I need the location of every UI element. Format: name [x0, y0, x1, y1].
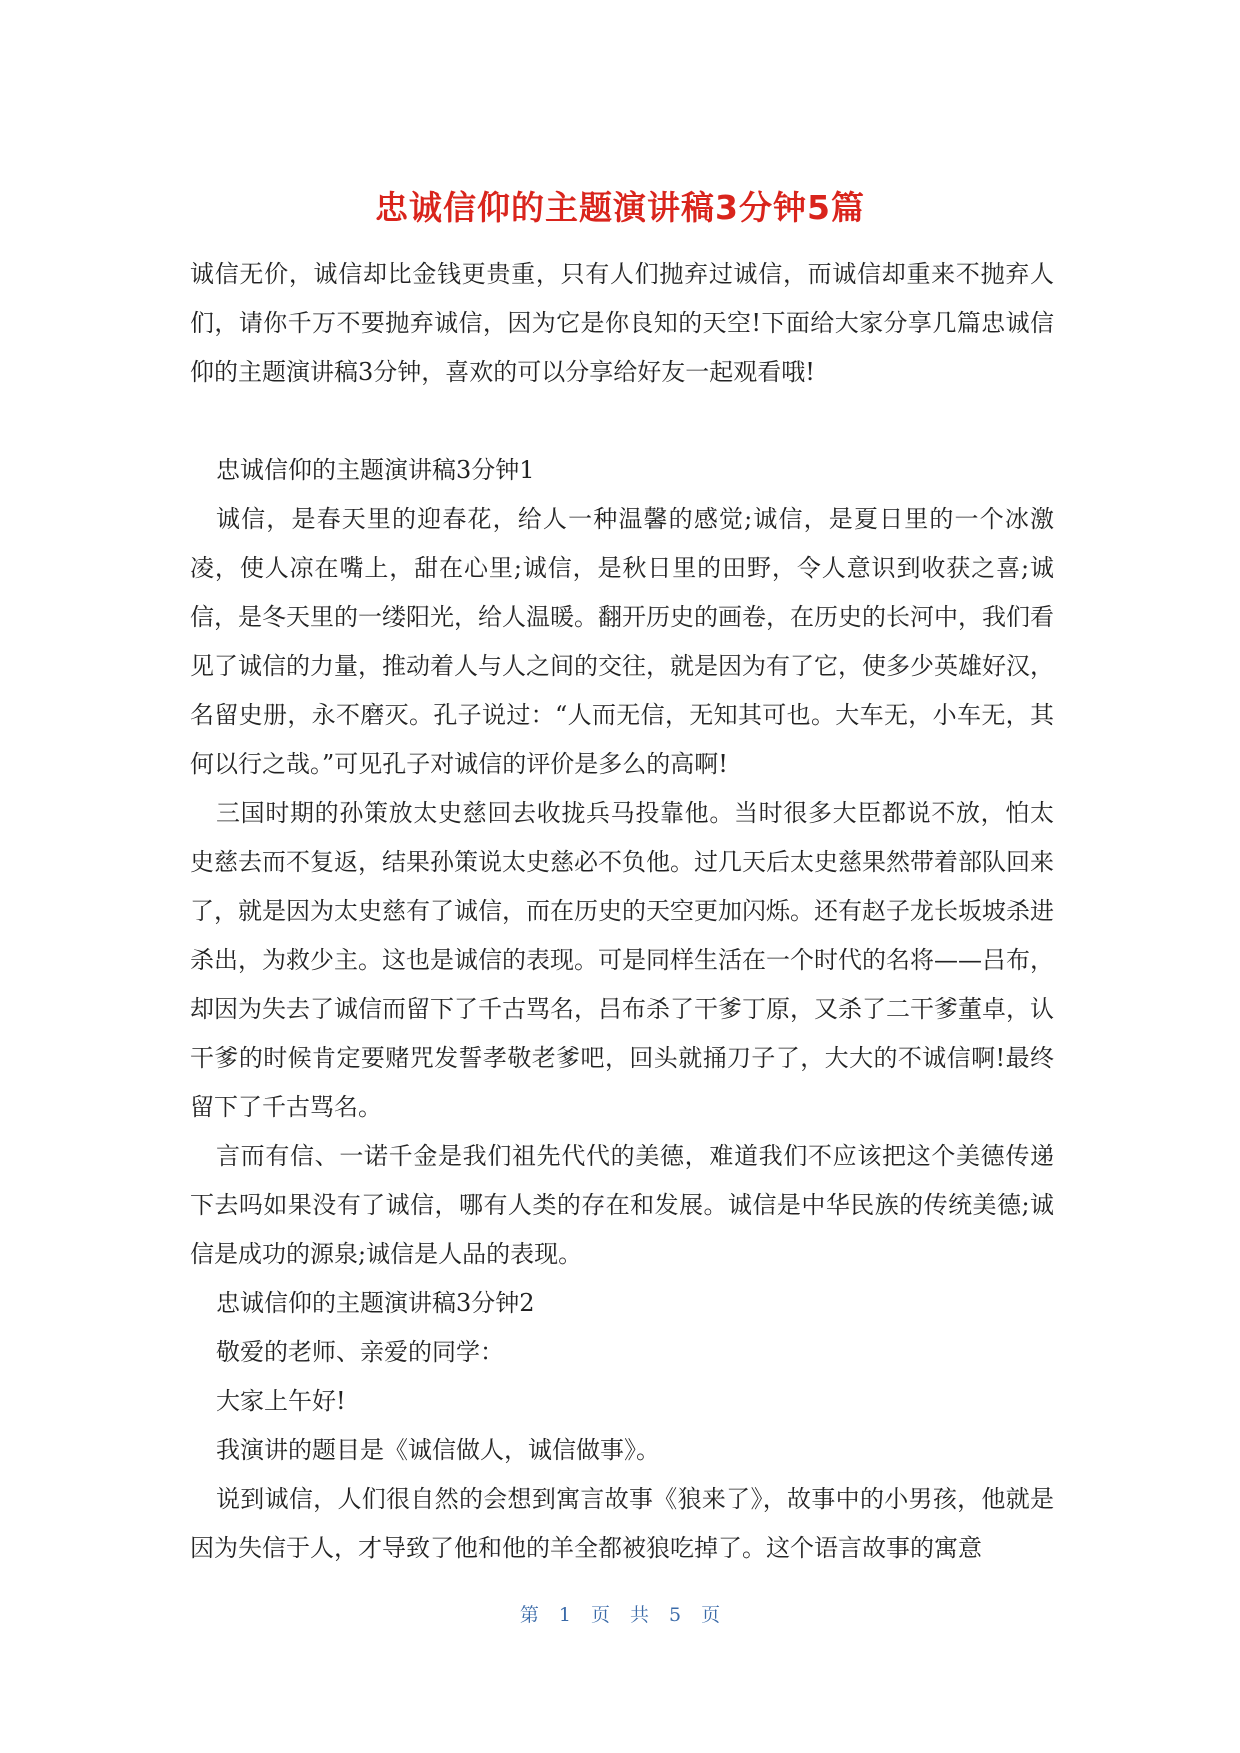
body-paragraph: 诚信，是春天里的迎春花，给人一种温馨的感觉;诚信，是夏日里的一个冰激凌，使人凉在嘴上，甜在心里;诚信，是秋日里的田野，令人意识到收获之喜;诚信，是冬天里的一缕阳光，给人温暖。翻开历史的画卷，在历史的长河中，我们看见了诚信的力量，推动着人与人之间的交往，就是因为有了它，使多少英雄好汉，名留史册，永不磨灭。孔子说过：“人而无信，无知其可也。大车无，小车无，其何以行之哉。”可见孔子对诚信的评价是多么的高啊!: [190, 505, 1054, 778]
document-body: [190, 250, 1054, 1573]
speech-topic: 我演讲的题目是《诚信做人，诚信做事》。: [216, 1436, 660, 1464]
intro-paragraph: 诚信无价，诚信却比金钱更贵重，只有人们抛弃过诚信，而诚信却重来不抛弃人们，请你千万不要抛弃诚信，因为它是你良知的天空!下面给大家分享几篇忠诚信仰的主题演讲稿3分钟，喜欢的可以分享给好友一起观看哦!: [190, 260, 1054, 386]
body-paragraph: 说到诚信，人们很自然的会想到寓言故事《狼来了》，故事中的小男孩，他就是因为失信于人，才导致了他和他的羊全都被狼吃掉了。这个语言故事的寓意: [190, 1485, 1054, 1562]
body-paragraph: 三国时期的孙策放太史慈回去收拢兵马投靠他。当时很多大臣都说不放，怕太史慈去而不复返，结果孙策说太史慈必不负他。过几天后太史慈果然带着部队回来了，就是因为太史慈有了诚信，而在历史的天空更加闪烁。还有赵子龙长坂坡杀进杀出，为救少主。这也是诚信的表现。可是同样生活在一个时代的名将——吕布，却因为失去了诚信而留下了千古骂名，吕布杀了干爹丁原，又杀了二干爹董卓，认干爹的时候肯定要赌咒发誓孝敬老爹吧，回头就捅刀子了，大大的不诚信啊!最终留下了千古骂名。: [190, 799, 1054, 1121]
paragraph-spacer: [190, 397, 1054, 446]
page-footer: 第 1 页 共 5 页: [519, 1604, 721, 1626]
document-title: 忠诚信仰的主题演讲稿3分钟5篇: [375, 188, 865, 227]
section-heading-2: 忠诚信仰的主题演讲稿3分钟2: [216, 1289, 535, 1317]
section-heading-1: 忠诚信仰的主题演讲稿3分钟1: [216, 456, 535, 484]
greeting: 大家上午好!: [216, 1387, 346, 1415]
body-paragraph: 言而有信、一诺千金是我们祖先代代的美德，难道我们不应该把这个美德传递下去吗如果没有了诚信，哪有人类的存在和发展。诚信是中华民族的传统美德;诚信是成功的源泉;诚信是人品的表现。: [190, 1142, 1054, 1268]
salutation: 敬爱的老师、亲爱的同学：: [216, 1338, 504, 1366]
